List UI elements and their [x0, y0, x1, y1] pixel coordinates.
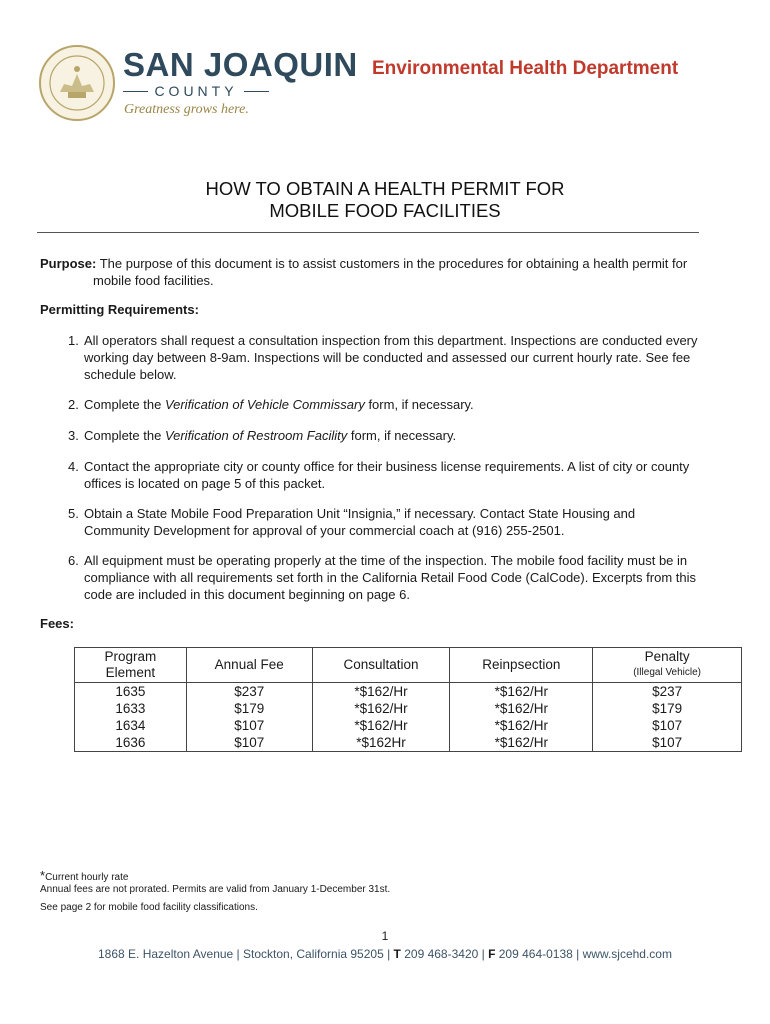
document-title-line2: MOBILE FOOD FACILITIES — [269, 200, 501, 221]
requirement-item: 2. Complete the Verification of Vehicle Commissary form, if necessary. — [68, 397, 474, 412]
footnote-annual: Annual fees are not prorated. Permits are valid from January 1-December 31st. — [40, 884, 391, 895]
brand-county — [123, 83, 269, 99]
requirement-item: 6. All equipment must be operating properly at the time of the inspection. The mobile food facility must be in compliance with all requirements set forth in the California Retail Food Code (CalCode). Excerpts from this code are included in this document beginning on page 6. — [68, 553, 696, 602]
requirement-item: 4. Contact the appropriate city or county office for their business license requirements. A list of city or county offices is located on page 5 of this packet. — [68, 459, 690, 491]
department-title: Environmental Health Department — [372, 58, 679, 79]
permitting-heading: Permitting Requirements: — [40, 302, 199, 317]
brand-tagline: Greatness grows here. — [124, 102, 249, 117]
table-row: 1635 $237 *$162/Hr *$162/Hr $237 — [75, 683, 742, 701]
requirement-item: 3. Complete the Verification of Restroom Facility form, if necessary. — [68, 428, 457, 443]
table-row: 1636 $107 *$162Hr *$162/Hr $107 — [75, 734, 742, 752]
footer-address: 1868 E. Hazelton Avenue | Stockton, California 95205 | T 209 468-3420 | F 209 464-0138 | www.sjcehd.com — [98, 947, 672, 961]
brand-name: SAN JOAQUIN — [123, 46, 358, 83]
col-annual-fee: Annual Fee — [186, 648, 312, 683]
col-reinspection: Reinpsection — [450, 648, 593, 683]
table-row: 1634 $107 *$162/Hr *$162/Hr $107 — [75, 717, 742, 734]
brand-county-label: COUNTY — [154, 83, 238, 99]
purpose-text-1: The purpose of this document is to assist customers in the procedures for obtaining a health permit for — [99, 256, 688, 271]
col-penalty: Penalty (Illegal Vehicle) — [593, 648, 742, 683]
purpose-label: Purpose: — [40, 256, 97, 271]
form-name: Verification of Vehicle Commissary — [164, 397, 365, 412]
footnote-classifications: See page 2 for mobile food facility classifications. — [40, 902, 258, 913]
requirement-item: 5. Obtain a State Mobile Food Preparation Unit “Insignia,” if necessary. Contact State Housing and Community Development for approval of your commercial coach at (916) 255-2501. — [68, 506, 636, 538]
col-program-element: Program Element — [75, 648, 187, 683]
fees-heading: Fees: — [40, 616, 74, 631]
document-title-line1: HOW TO OBTAIN A HEALTH PERMIT FOR — [205, 178, 565, 199]
purpose-paragraph — [40, 255, 740, 289]
table-row: 1633 $179 *$162/Hr *$162/Hr $179 — [75, 700, 742, 717]
title-divider — [37, 232, 699, 233]
page-number: 1 — [381, 929, 389, 943]
purpose-text-2: mobile food facilities. — [93, 273, 214, 288]
fees-table — [74, 647, 742, 752]
requirement-item: 1. All operators shall request a consultation inspection from this department. Inspections are conducted every working day between 8-9am. Inspections will be conducted and assessed our current hourly rate. See fee schedule below. — [68, 333, 698, 382]
table-header-row — [75, 648, 742, 683]
col-consultation: Consultation — [312, 648, 450, 683]
form-name: Verification of Restroom Facility — [164, 428, 348, 443]
footnote-current-rate: *Current hourly rate — [40, 868, 129, 883]
county-seal-icon — [38, 44, 116, 122]
